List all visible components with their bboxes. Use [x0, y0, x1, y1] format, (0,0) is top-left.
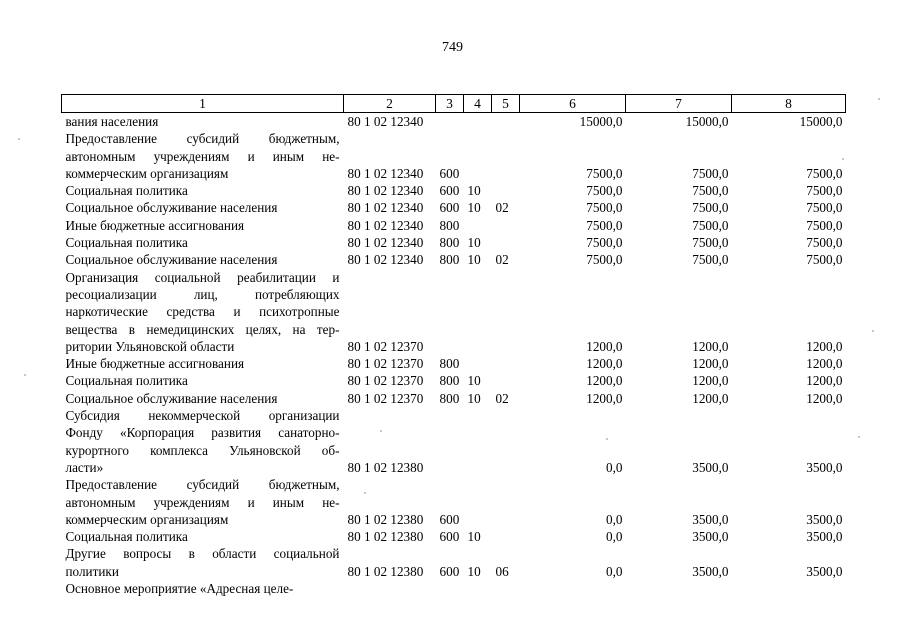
column-header-6: 6	[520, 95, 626, 113]
row-amount-2-cell: 7500,0	[692, 252, 729, 268]
row-amount-1-cell: 7500,0	[586, 183, 623, 199]
row-name-cell	[62, 407, 344, 476]
row-name-line: Иные бюджетные ассигнования	[65, 356, 245, 372]
row-name-line: Социальная политика	[65, 529, 188, 545]
row-name-cell	[62, 251, 344, 268]
row-expense-type-cell: 800	[439, 356, 460, 372]
row-code-cell: 80 1 02 12340	[347, 183, 424, 199]
row-subsection-cell: 02	[495, 200, 509, 216]
row-code-cell: 80 1 02 12340	[347, 165, 424, 181]
row-amount-1-cell: 0,0	[606, 529, 623, 545]
row-amount-2-cell: 1200,0	[692, 373, 729, 389]
row-code-cell: 80 1 02 12340	[347, 114, 424, 129]
row-amount-1-cell: 0,0	[606, 459, 623, 475]
row-code-cell: 80 1 02 12380	[347, 563, 424, 579]
row-name-line: Основное мероприятие «Адресная целе-	[65, 581, 294, 597]
row-amount-2-cell: 7500,0	[692, 217, 729, 233]
row-subsection-cell	[492, 407, 520, 476]
row-amount-2-cell: 15000,0	[685, 114, 729, 129]
row-subsection-cell	[492, 113, 520, 131]
row-amount-3-cell: 1200,0	[806, 390, 843, 406]
row-expense-type-cell: 600	[439, 511, 460, 527]
row-amount-1-cell: 0,0	[606, 563, 623, 579]
row-subsection-cell	[492, 372, 520, 389]
scan-speck	[364, 492, 366, 494]
row-amount-2-cell	[626, 580, 732, 597]
row-name-line: автономным учреждениям и иным не-	[65, 494, 340, 510]
row-subsection-cell: 02	[495, 252, 509, 268]
row-name-cell	[62, 580, 344, 597]
row-expense-type-cell: 600	[439, 183, 460, 199]
row-name-cell	[62, 476, 344, 528]
row-name-line: автономным учреждениям и иным не-	[65, 148, 340, 164]
scan-speck	[872, 330, 874, 332]
row-name-cell	[62, 372, 344, 389]
column-header-4: 4	[464, 95, 492, 113]
row-expense-type-cell: 600	[439, 200, 460, 216]
row-amount-3-cell: 7500,0	[806, 200, 843, 216]
column-header-3: 3	[436, 95, 464, 113]
row-amount-2-cell: 7500,0	[692, 235, 729, 251]
row-amount-1-cell: 1200,0	[586, 390, 623, 406]
row-section-cell: 10	[467, 390, 481, 406]
budget-table-container	[61, 94, 845, 597]
row-name-line: Социальное обслуживание населения	[65, 200, 278, 216]
row-amount-3-cell: 3500,0	[806, 459, 843, 475]
row-name-cell	[62, 113, 344, 131]
row-amount-1-cell: 7500,0	[586, 200, 623, 216]
row-amount-1-cell: 7500,0	[586, 165, 623, 181]
row-amount-2-cell: 3500,0	[692, 563, 729, 579]
row-amount-2-cell: 3500,0	[692, 511, 729, 527]
row-name-cell	[62, 130, 344, 182]
row-expense-type-cell: 800	[439, 235, 460, 251]
column-header-2: 2	[344, 95, 436, 113]
table-row	[62, 545, 846, 580]
row-section-cell: 10	[467, 563, 481, 579]
row-subsection-cell	[492, 182, 520, 199]
row-name-cell	[62, 199, 344, 216]
row-code-cell: 80 1 02 12370	[347, 356, 424, 372]
row-amount-2-cell: 7500,0	[692, 183, 729, 199]
row-section-cell	[464, 580, 492, 597]
row-name-line: Предоставление субсидий бюджетным,	[65, 131, 340, 147]
row-amount-3-cell: 1200,0	[806, 338, 843, 354]
row-expense-type-cell	[436, 407, 464, 476]
table-row	[62, 182, 846, 199]
row-subsection-cell: 02	[495, 390, 509, 406]
row-amount-3-cell: 1200,0	[806, 356, 843, 372]
row-expense-type-cell: 600	[439, 165, 460, 181]
row-expense-type-cell: 800	[439, 390, 460, 406]
row-name-line: Социальная политика	[65, 373, 188, 389]
row-section-cell	[464, 130, 492, 182]
row-code-cell: 80 1 02 12340	[347, 235, 424, 251]
row-expense-type-cell	[436, 580, 464, 597]
row-amount-3-cell: 7500,0	[806, 217, 843, 233]
table-row	[62, 217, 846, 234]
table-row	[62, 372, 846, 389]
row-name-line: Социальная политика	[65, 235, 188, 251]
row-code-cell	[344, 580, 436, 597]
budget-table	[61, 94, 846, 597]
row-amount-1-cell	[520, 580, 626, 597]
row-subsection-cell	[492, 130, 520, 182]
row-amount-3-cell: 15000,0	[799, 114, 843, 129]
row-name-line: Социальное обслуживание населения	[65, 390, 278, 406]
row-amount-1-cell: 7500,0	[586, 252, 623, 268]
scan-speck	[18, 138, 20, 140]
table-row	[62, 234, 846, 251]
row-code-cell: 80 1 02 12370	[347, 338, 424, 354]
row-name-line: Предоставление субсидий бюджетным,	[65, 477, 340, 493]
row-expense-type-cell: 600	[439, 563, 460, 579]
table-body	[62, 113, 846, 598]
table-row	[62, 580, 846, 597]
row-amount-3-cell: 3500,0	[806, 563, 843, 579]
row-name-line: вещества в немедицинских целях, на тер-	[65, 321, 340, 337]
row-expense-type-cell	[436, 269, 464, 355]
row-expense-type-cell	[436, 113, 464, 131]
table-row	[62, 199, 846, 216]
scan-speck	[858, 436, 860, 438]
table-row	[62, 407, 846, 476]
row-expense-type-cell: 600	[439, 529, 460, 545]
row-section-cell: 10	[467, 529, 481, 545]
table-row	[62, 476, 846, 528]
row-subsection-cell	[492, 355, 520, 372]
row-subsection-cell	[492, 217, 520, 234]
row-section-cell	[464, 407, 492, 476]
column-header-8: 8	[732, 95, 846, 113]
row-amount-1-cell: 7500,0	[586, 217, 623, 233]
row-amount-1-cell: 1200,0	[586, 338, 623, 354]
row-name-line: наркотические средства и психотропные	[65, 304, 340, 320]
row-section-cell	[464, 113, 492, 131]
row-amount-3-cell: 3500,0	[806, 511, 843, 527]
row-section-cell: 10	[467, 252, 481, 268]
row-name-line: Иные бюджетные ассигнования	[65, 217, 245, 233]
row-amount-3-cell: 1200,0	[806, 373, 843, 389]
row-amount-3-cell: 7500,0	[806, 235, 843, 251]
row-name-line: Фонду «Корпорация развития санаторно-	[65, 425, 340, 441]
column-header-7: 7	[626, 95, 732, 113]
row-section-cell	[464, 269, 492, 355]
row-amount-3-cell: 7500,0	[806, 252, 843, 268]
scan-speck	[380, 430, 382, 432]
row-section-cell: 10	[467, 235, 481, 251]
row-code-cell: 80 1 02 12380	[347, 459, 424, 475]
row-name-cell	[62, 217, 344, 234]
row-name-cell	[62, 528, 344, 545]
row-amount-3-cell: 7500,0	[806, 183, 843, 199]
table-row	[62, 355, 846, 372]
scan-speck	[878, 98, 880, 100]
row-name-line: коммерческим организациям	[65, 165, 229, 181]
scan-speck	[606, 438, 608, 440]
row-amount-1-cell: 1200,0	[586, 373, 623, 389]
row-section-cell	[464, 476, 492, 528]
row-amount-3-cell: 3500,0	[806, 529, 843, 545]
column-header-5: 5	[492, 95, 520, 113]
table-row	[62, 390, 846, 407]
row-amount-3-cell: 7500,0	[806, 165, 843, 181]
row-section-cell	[464, 217, 492, 234]
row-name-line: вания населения	[65, 114, 159, 129]
row-expense-type-cell: 800	[439, 252, 460, 268]
row-amount-2-cell: 7500,0	[692, 165, 729, 181]
row-subsection-cell: 06	[495, 563, 509, 579]
row-section-cell: 10	[467, 373, 481, 389]
scan-speck	[842, 158, 844, 160]
table-row	[62, 113, 846, 131]
row-amount-3-cell	[732, 580, 846, 597]
row-code-cell: 80 1 02 12340	[347, 252, 424, 268]
row-name-line: Субсидия некоммерческой организации	[65, 408, 340, 424]
row-amount-2-cell: 7500,0	[692, 200, 729, 216]
row-subsection-cell	[492, 234, 520, 251]
row-amount-1-cell: 15000,0	[579, 114, 623, 129]
row-code-cell: 80 1 02 12380	[347, 511, 424, 527]
row-amount-2-cell: 1200,0	[692, 390, 729, 406]
row-name-line: Социальная политика	[65, 183, 188, 199]
table-row	[62, 269, 846, 355]
page-number: 749	[442, 40, 463, 55]
row-amount-2-cell: 1200,0	[692, 356, 729, 372]
row-code-cell: 80 1 02 12370	[347, 373, 424, 389]
row-code-cell: 80 1 02 12370	[347, 390, 424, 406]
row-section-cell	[464, 355, 492, 372]
row-name-cell	[62, 234, 344, 251]
row-name-line: ресоциализации лиц, потребляющих	[65, 286, 340, 302]
row-name-cell	[62, 545, 344, 580]
row-code-cell: 80 1 02 12340	[347, 217, 424, 233]
column-header-1: 1	[62, 95, 344, 113]
row-name-line: ритории Ульяновской области	[65, 338, 235, 354]
row-amount-2-cell: 1200,0	[692, 338, 729, 354]
row-expense-type-cell: 800	[439, 373, 460, 389]
row-amount-2-cell: 3500,0	[692, 529, 729, 545]
table-row	[62, 528, 846, 545]
row-amount-1-cell: 7500,0	[586, 235, 623, 251]
row-section-cell: 10	[467, 200, 481, 216]
row-amount-2-cell: 3500,0	[692, 459, 729, 475]
row-name-cell	[62, 182, 344, 199]
row-code-cell: 80 1 02 12340	[347, 200, 424, 216]
row-subsection-cell	[492, 476, 520, 528]
row-name-line: Другие вопросы в области социальной	[65, 546, 340, 562]
row-code-cell: 80 1 02 12380	[347, 529, 424, 545]
row-section-cell: 10	[467, 183, 481, 199]
row-name-line: ласти»	[65, 459, 104, 475]
row-amount-1-cell: 1200,0	[586, 356, 623, 372]
row-name-line: политики	[65, 563, 119, 579]
scan-speck	[24, 374, 26, 376]
row-name-line: Организация социальной реабилитации и	[65, 269, 340, 285]
row-name-line: курортного комплекса Ульяновской об-	[65, 442, 340, 458]
table-row	[62, 130, 846, 182]
table-row	[62, 251, 846, 268]
row-expense-type-cell: 800	[439, 217, 460, 233]
row-name-cell	[62, 390, 344, 407]
row-subsection-cell	[492, 528, 520, 545]
row-subsection-cell	[492, 580, 520, 597]
row-subsection-cell	[492, 269, 520, 355]
row-name-cell	[62, 355, 344, 372]
row-name-cell	[62, 269, 344, 355]
row-name-line: Социальное обслуживание населения	[65, 252, 278, 268]
row-amount-1-cell: 0,0	[606, 511, 623, 527]
column-number-header	[62, 95, 846, 113]
row-name-line: коммерческим организациям	[65, 511, 229, 527]
